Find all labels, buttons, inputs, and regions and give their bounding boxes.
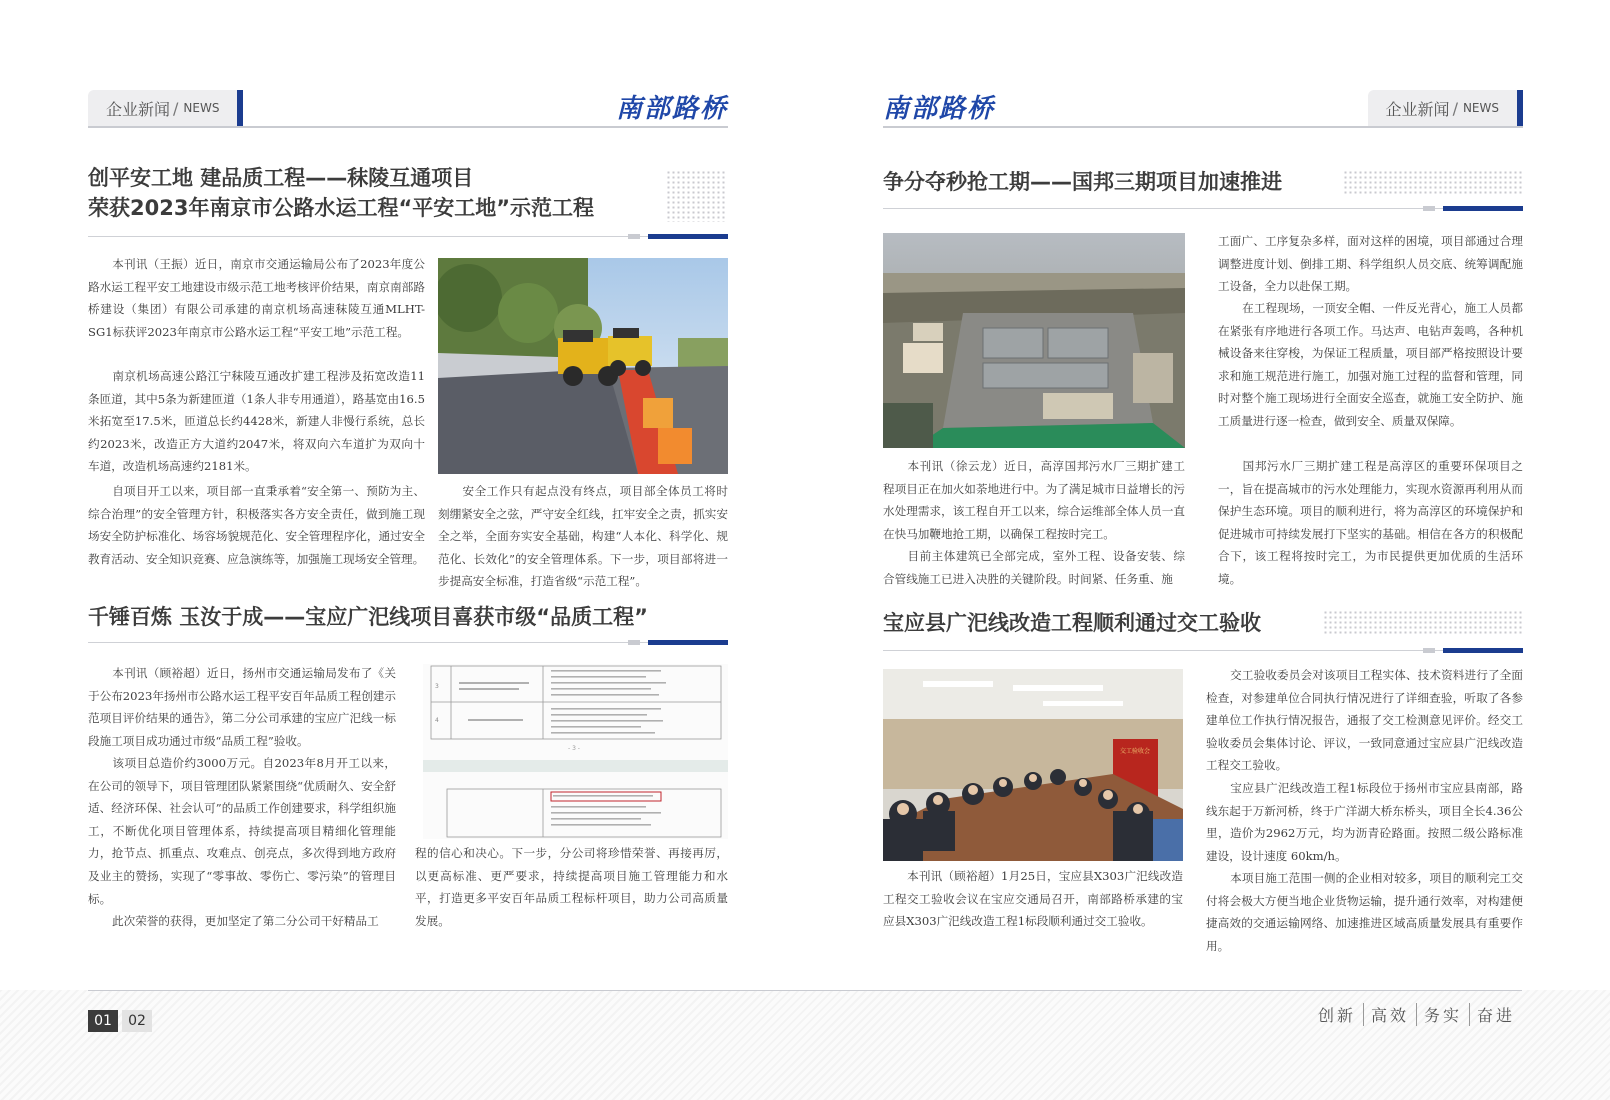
article-title-line: 创平安工地 建品质工程——秣陵互通项目 xyxy=(88,166,474,190)
doc-page-number: - 3 - xyxy=(568,745,580,752)
footer-slogan xyxy=(1311,1003,1522,1026)
section-tab-sep: / xyxy=(173,98,179,118)
header-divider xyxy=(883,126,1523,128)
svg-text:4: 4 xyxy=(435,717,439,724)
title-rule-accent-grey xyxy=(628,640,640,645)
left-page xyxy=(88,0,728,990)
article-paragraph: 目前主体建筑已全部完成，室外工程、设备安装、综合管线施工已进入决胜的关键阶段。时间紧、任务重、施 xyxy=(883,549,1185,586)
article-title: 争分夺秒抢工期——国邦三期项目加速推进 xyxy=(883,170,1282,194)
article-paragraph: 此次荣誉的获得，更加坚定了第二分公司干好精品工 xyxy=(112,914,379,928)
right-page xyxy=(883,0,1523,990)
article-paragraph: 本刊讯（徐云龙）近日，高淳国邦污水厂三期扩建工程项目正在加火如荼地进行中。为了满足城市日益增长的污水处理需求，该工程自开工以来，综合运维部全体人员一直在快马加鞭地抢工期，以确保工程按时完工。 xyxy=(883,459,1185,541)
article-paragraph: 本刊讯（王振）近日，南京市交通运输局公布了2023年度公路水运工程平安工地建设市级示范工地考核评价结果，南京南部路桥建设（集团）有限公司承建的南京机场高速秣陵互通MLHT-SG1标获评2023年南京市公路水运工程“平安工地”示范工程。 xyxy=(88,257,425,339)
title-rule-accent xyxy=(1443,206,1523,211)
road-paving-illustration xyxy=(438,258,728,474)
meeting-room-illustration xyxy=(883,669,1183,861)
article-title: 宝应县广汜线改造工程顺利通过交工验收 xyxy=(883,611,1261,635)
footer-divider xyxy=(88,990,1522,991)
article-paragraph: 自项目开工以来，项目部一直秉承着“安全第一、预防为主、综合治理”的安全管理方针，积极落实各方安全责任，做到施工现场安全防护标准化、场容场貌规范化、安全管理程序化，通过安全教育活动、安全知识竞赛、应急演练等，加强施工现场安全管理。 xyxy=(88,484,425,566)
title-dot-pattern xyxy=(666,170,726,222)
article-paragraph: 程的信心和决心。下一步，分公司将珍惜荣誉、再接再厉，以更高标准、更严要求，持续提高项目施工管理能力和水平，打造更多平安百年品质工程标杆项目，助力公司高质量发展。 xyxy=(415,846,728,928)
title-rule-accent-grey xyxy=(1423,648,1435,653)
page-number-right: 02 xyxy=(122,1010,152,1032)
section-tab-en: NEWS xyxy=(183,101,220,115)
article-paragraph: 安全工作只有起点没有终点，项目部全体员工将时刻绷紧安全之弦，严守安全红线，扛牢安全之责，抓实安全之举，全面夯实安全基础，构建“人本化、科学化、规范化、长效化”的安全管理体系。下一步，项目部将进一步提高安全标准，打造省级“示范工程”。 xyxy=(438,484,728,589)
article-paragraph: 工面广、工序复杂多样，面对这样的困境，项目部通过合理调整进度计划、倒排工期、科学组织人员交底、统筹调配施工设备，全力以赴保工期。 xyxy=(1218,234,1523,294)
article-title: 千锤百炼 玉汝于成——宝应广汜线项目喜获市级“品质工程” xyxy=(88,605,648,629)
section-tab-sep: / xyxy=(1452,98,1458,118)
wastewater-plant-illustration xyxy=(883,233,1185,448)
slogan-word: 高效 xyxy=(1363,1003,1416,1026)
company-logo: 南部路桥 xyxy=(883,94,996,124)
acceptance-meeting-photo xyxy=(883,669,1183,861)
article-paragraph: 国邦污水厂三期扩建工程是高淳区的重要环保项目之一，旨在提高城市的污水处理能力，实现水资源再利用从而保护生态环境。项目的顺利进行，将为高淳区的环境保护和促进城市可持续发展打下坚实的基础。相信在各方的积极配合下，该工程将按时完工，为市民提供更加优质的生活环境。 xyxy=(1218,459,1523,586)
notice-document-scan xyxy=(423,664,728,839)
header-divider xyxy=(88,126,728,128)
article-paragraph: 本项目施工范围一侧的企业相对较多，项目的顺利完工交付将会极大方便当地企业货物运输，提升通行效率，对构建便捷高效的交通运输网络、加速推进区域高质量发展具有重要作用。 xyxy=(1206,871,1523,953)
section-tab-en: NEWS xyxy=(1462,101,1499,115)
article-paragraph: 在工程现场，一顶安全帽、一件反光背心，施工人员都在紧张有序地进行各项工作。马达声、电钻声轰鸣，各种机械设备来往穿梭，为保证工程质量，项目部严格按照设计要求和施工规范进行施工，加强对施工过程的监督和管理，同时对整个施工现场进行全面安全巡查，就施工安全防护、施工质量进行逐一检查，做到安全、质量双保障。 xyxy=(1218,301,1523,428)
title-rule-accent xyxy=(1443,648,1523,653)
article-paragraph: 该项目总造价约3000万元。自2023年8月开工以来，在公司的领导下，项目管理团队紧紧围绕“优质耐久、安全舒适、经济环保、社会认可”的品质工作创建要求，科学组织施工，不断优化项目管理体系，持续提高项目精细化管理能力，抢节点、抓重点、攻难点、创亮点，多次得到地方政府及业主的赞扬，实现了“零事故、零伤亡、零污染”的管理目标。 xyxy=(88,756,396,906)
page-number-left: 01 xyxy=(88,1010,118,1032)
section-tab-cn: 企业新闻 xyxy=(1385,99,1450,119)
title-rule-accent xyxy=(648,234,728,239)
article-title-line: 荣获2023年南京市公路水运工程“平安工地”示范工程 xyxy=(88,196,595,220)
aerial-plant-photo xyxy=(883,233,1185,448)
article-paragraph: 南京机场高速公路江宁秣陵互通改扩建工程涉及拓宽改造11条匝道，其中5条为新建匝道（1条人非专用通道），路基宽由16.5米拓宽至17.5米，匝道总长约4428米，新建人非慢行系统，总长约2023米，改造正方大道约2047米，将双向六车道扩为双向十车道，改造机场高速约2181米。 xyxy=(88,369,425,474)
title-rule-accent-grey xyxy=(1423,206,1435,211)
slogan-word: 创新 xyxy=(1317,1006,1356,1025)
article-paragraph: 交工验收委员会对该项目工程实体、技术资料进行了全面检查，对参建单位合同执行情况进行了详细查验，听取了各参建单位工作执行情况报告，通报了交工检测意见评价。经交工验收委员会集体讨论、评议，一致同意通过宝应县广汜线改造工程交工验收。 xyxy=(1206,668,1523,773)
section-tab xyxy=(88,90,243,126)
svg-text:3: 3 xyxy=(435,683,439,690)
title-dot-pattern xyxy=(1343,170,1523,196)
document-table-illustration xyxy=(423,664,728,839)
article-paragraph: 本刊讯（顾裕超）近日，扬州市交通运输局发布了《关于公布2023年扬州市公路水运工程平安百年品质工程创建示范项目评价结果的通告》，第二分公司承建的宝应广汜线一标段施工项目成功通过市级“品质工程”验收。 xyxy=(88,666,396,748)
slogan-word: 务实 xyxy=(1416,1003,1469,1026)
company-logo: 南部路桥 xyxy=(615,94,728,124)
title-rule-accent-grey xyxy=(628,234,640,239)
slogan-word: 奋进 xyxy=(1469,1003,1522,1026)
meeting-banner-text: 交工验收会 xyxy=(1119,748,1151,755)
article-title xyxy=(88,163,594,223)
title-rule-accent xyxy=(648,640,728,645)
title-dot-pattern xyxy=(1323,610,1523,636)
article-paragraph: 宝应县广汜线改造工程1标段位于扬州市宝应县南部，路线东起于万新河桥，终于广洋湖大桥东桥头，项目全长4.36公里，造价为2962万元，均为沥青砼路面。按照二级公路标准建设，设计速度 60km/h。 xyxy=(1206,781,1523,863)
article-paragraph: 本刊讯（顾裕超）1月25日，宝应县X303广汜线改造工程交工验收会议在宝应交通局召开，南部路桥承建的宝应县X303广汜线改造工程1标段顺利通过交工验收。 xyxy=(883,869,1183,929)
section-tab-cn: 企业新闻 xyxy=(106,99,171,119)
road-paving-photo xyxy=(438,258,728,474)
section-tab xyxy=(1368,90,1523,126)
